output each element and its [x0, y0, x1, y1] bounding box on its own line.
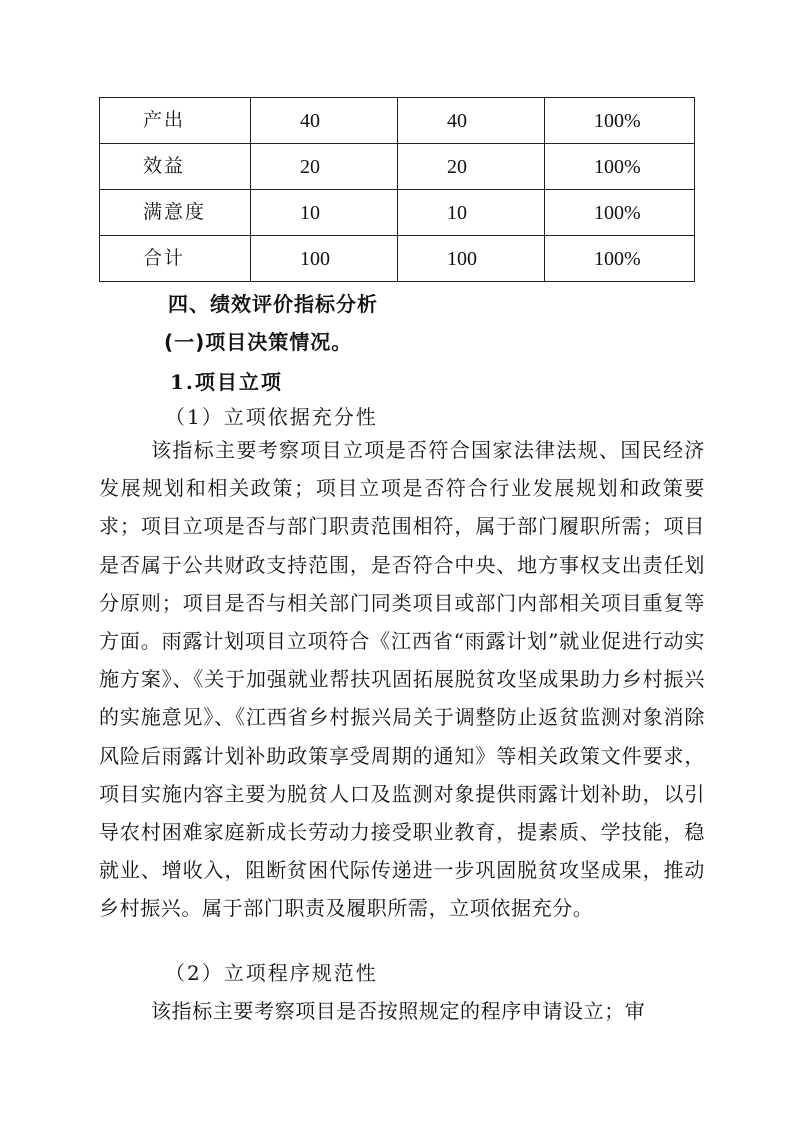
table-row — [100, 236, 695, 282]
row-name: 效益 — [100, 144, 251, 190]
row-rate: 100% — [545, 98, 695, 144]
body-paragraph-2: 该指标主要考察项目是否按照规定的程序申请设立；审 — [151, 999, 646, 1023]
row-planned: 20 — [251, 144, 398, 190]
row-planned: 40 — [251, 98, 398, 144]
table-row — [100, 144, 695, 190]
row-actual: 10 — [398, 190, 545, 236]
row-rate: 100% — [545, 190, 695, 236]
body-paragraph-1: 该指标主要考察项目立项是否符合国家法律法规、国民经济发展规划和相关政策；项目立项是否符合行业发展规划和政策要求；项目立项是否与部门职责范围相符，属于部门履职所需；项目是否属于公共财政支持范围，是否符合中央、地方事权支出责任划分原则；项目是否与相关部门同类项目或部门内部相关项目重复等方面。雨露计划项目立项符合《江西省“雨露计划”就业促进行动实施方案》、《关于加强就业帮扶巩固拓展脱贫攻坚成果助力乡村振兴的实施意见》、《江西省乡村振兴局关于调整防止返贫监测对象消除风险后雨露计划补助政策享受周期的通知》等相关政策文件要求，项目实施内容主要为脱贫人口及监测对象提供雨露计划补助，以引导农村困难家庭新成长劳动力接受职业教育，提素质、学技能，稳就业、增收入，阻断贫困代际传递进一步巩固脱贫攻坚成果，推动乡村振兴。属于部门职责及履职所需，立项依据充分。 — [99, 438, 705, 921]
row-name: 满意度 — [100, 190, 251, 236]
row-actual: 100 — [398, 236, 545, 282]
score-table — [99, 97, 695, 282]
table-row — [100, 98, 695, 144]
item-heading: 1.项目立项 — [170, 370, 283, 394]
row-actual: 40 — [398, 98, 545, 144]
row-planned: 100 — [251, 236, 398, 282]
row-rate: 100% — [545, 144, 695, 190]
row-rate: 100% — [545, 236, 695, 282]
row-name: 产出 — [100, 98, 251, 144]
row-actual: 20 — [398, 144, 545, 190]
subsection-heading: (一)项目决策情况。 — [164, 330, 353, 354]
table-row — [100, 190, 695, 236]
row-name: 合计 — [100, 236, 251, 282]
section-heading: 四、绩效评价指标分析 — [168, 292, 378, 316]
point-heading-2: （2）立项程序规范性 — [165, 961, 378, 985]
row-planned: 10 — [251, 190, 398, 236]
point-heading-1: （1）立项依据充分性 — [165, 405, 378, 429]
